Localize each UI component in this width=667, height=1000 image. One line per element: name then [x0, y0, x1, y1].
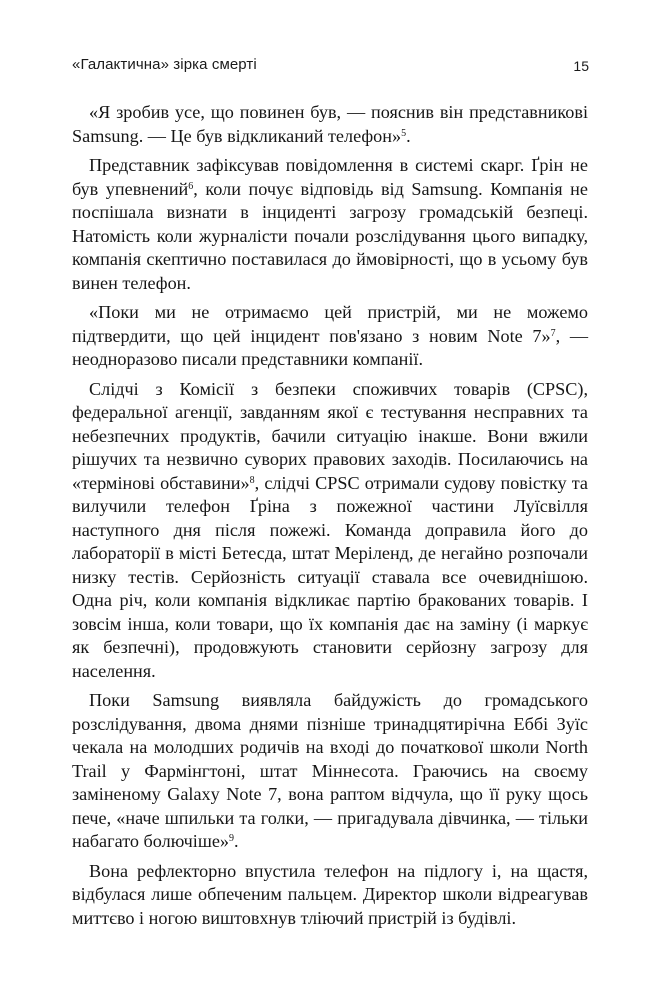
running-header — [72, 56, 589, 78]
text-run: Слідчі з Комісії з безпеки споживчих товарів (CPSC), федеральної агенції, завданням якої є тестування несправних та небезпечних продуктів, бачили ситуацію інакше. Вони вжили рішучих та незвично суворих правових заходів. Посилаючись на «термінові обставини» — [72, 378, 588, 493]
text-run: , слідчі CPSC отримали судову повістку та вилучили телефон Ґріна з пожежної частини Луїсвілля наступного дня після пожежі. Команда доправила його до лабораторії в місті Бетесда, штат Меріленд, де негайно розпочали низку тестів. Серйозність ситуації ставала все очевиднішою. Одна річ, коли компанія відкликає партію бракованих товарів. І зовсім інша, коли товари, що їх компанія дає на заміну (і маркує як безпечні), продовжують становити серйозну загрозу для населення. — [72, 472, 588, 681]
text-run: . — [406, 125, 411, 146]
text-run: , — неодноразово писали представники компанії. — [72, 325, 589, 369]
paragraph — [72, 860, 588, 931]
paragraph — [72, 689, 588, 854]
footnote-ref: 7 — [550, 327, 556, 339]
running-title: «Галактична» зірка смерті — [72, 56, 257, 73]
text-run: Представник зафіксував повідомлення в системі скарг. Ґрін не був упевнений — [72, 155, 588, 199]
footnote-ref: 9 — [229, 833, 234, 844]
footnote-ref: 6 — [188, 180, 194, 192]
text-run: , коли почує відповідь від Samsung. Компанія не поспішала визнати в інциденті загрозу громадській безпеці. Натомість коли журналісти почали розслідування цього випадку, компанія скептично поставилася до ймовірності, що в усьому був винен телефон. — [72, 178, 588, 293]
paragraph — [72, 154, 588, 295]
body-text — [72, 101, 588, 936]
text-run: «Поки ми не отримаємо цей пристрій, ми не можемо підтвердити, що цей інцидент пов'язано з новим Note 7» — [72, 302, 588, 346]
paragraph — [72, 301, 588, 372]
page-number: 15 — [573, 58, 589, 74]
text-run: . — [234, 831, 239, 851]
footnote-ref: 5 — [401, 127, 407, 139]
text-run: Поки Samsung виявляла байдужість до громадського розслідування, двома днями пізніше тринадцятирічна Еббі Зуїс чекала на молодших родичів на вході до початкової школи North Trail у Фармінгтоні, штат Міннесота. Граючись на своєму заміненому Galaxy Note 7, вона раптом відчула, що її руку щось пече, «наче шпильки та голки, — пригадувала дівчинка, — тільки набагато болючіше» — [72, 690, 588, 851]
text-run: Вона рефлекторно впустила телефон на підлогу і, на щастя, відбулася лише обпеченим пальцем. Директор школи відреагував миттєво і ногою виштовхнув тліючий пристрій із будівлі. — [72, 860, 588, 928]
footnote-ref: 8 — [249, 474, 255, 486]
text-run: «Я зробив усе, що повинен був, — пояснив він представникові Samsung. — Це був відкликаний телефон» — [72, 102, 588, 146]
paragraph — [72, 101, 588, 148]
paragraph — [72, 378, 588, 684]
